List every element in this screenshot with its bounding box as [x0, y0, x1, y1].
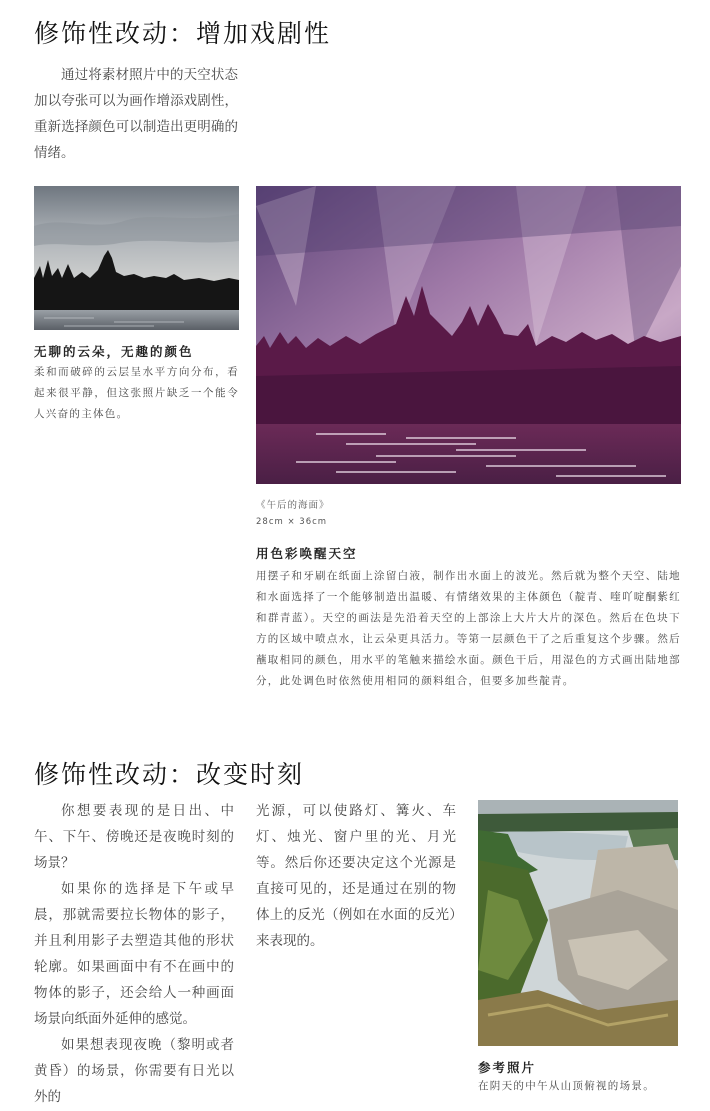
reference-photo: [478, 800, 678, 1046]
painting-title: 《午后的海面》: [256, 500, 330, 511]
section2-title: 修饰性改动：改变时刻: [34, 760, 305, 789]
reference-photo-image: [478, 800, 678, 1046]
section2-col2-text: 光源，可以使路灯、篝火、车灯、烛光、窗户里的光、月光等。然后你还要决定这个光源是直接可见的，还是通过在别的物体上的反光（例如在水面的反光）来表现的。: [256, 803, 456, 949]
section2-col2: [256, 798, 456, 954]
section1-intro-text: 通过将素材照片中的天空状态加以夸张可以为画作增添戏剧性，重新选择颜色可以制造出更明确的情绪。: [34, 67, 238, 161]
section2-col1-para1: 你想要表现的是日出、中午、下午、傍晚还是夜晚时刻的场景？: [34, 803, 234, 871]
section2-col1-para3: 如果想表现夜晚（黎明或者黄昏）的场景，你需要有日光以外的: [34, 1037, 234, 1105]
painting-image: [256, 186, 681, 484]
reference-text: 在阴天的中午从山顶俯视的场景。: [478, 1080, 655, 1092]
reference-title: 参考照片: [478, 1060, 537, 1075]
section1-title: 修饰性改动：增加戏剧性: [34, 19, 332, 48]
photo-caption-title: 无聊的云朵，无趣的颜色: [34, 344, 194, 359]
photo-caption-text: 柔和而破碎的云层呈水平方向分布，看起来很平静，但这张照片缺乏一个能令人兴奋的主体色。: [34, 366, 239, 420]
painting: [256, 186, 681, 484]
section2-col1-para2: 如果你的选择是下午或早晨，那就需要拉长物体的影子，并且利用影子去塑造其他的形状轮廓。如果画面中有不在画中的物体的影子，还会给人一种画面场景向纸面外延伸的感觉。: [34, 881, 234, 1027]
source-photo: [34, 186, 239, 330]
painting-size: 28cm × 36cm: [256, 517, 328, 527]
method-text: 用摆子和牙刷在纸面上涂留白液，制作出水面上的波光。然后就为整个天空、陆地和水面选择了一个能够制造出温暖、有情绪效果的主体颜色（靛青、喹吖啶酮紫红和群青蓝）。天空的画法是先沿着天空的上部涂上大片大片的深色。然后在色块下方的区域中喷点水，让云朵更具活力。等第一层颜色干了之后重复这个步骤。然后蘸取相同的颜色，用水平的笔触来描绘水面。颜色干后，用湿色的方式画出陆地部分，此处调色时依然使用相同的颜料组合，但要多加些靛青。: [256, 570, 681, 687]
section1-intro: [34, 62, 238, 166]
source-photo-image: [34, 186, 239, 330]
method-title: 用色彩唤醒天空: [256, 546, 358, 561]
section2-col1: [34, 798, 234, 1110]
